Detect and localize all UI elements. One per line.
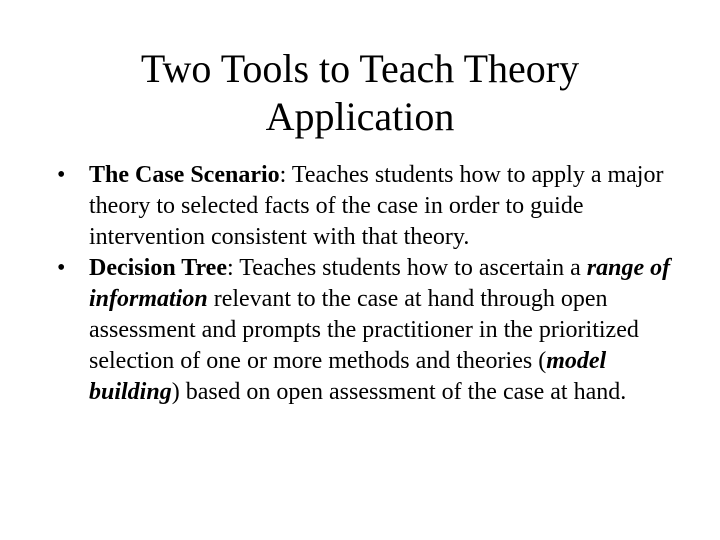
bullet-marker: •: [57, 255, 66, 281]
bullet-marker: •: [57, 162, 66, 188]
bullet-term-case-scenario: The Case Scenario: [89, 162, 280, 188]
bullet-decision-tree: [56, 253, 676, 408]
bullet-separator: :: [279, 162, 287, 188]
bullet-separator: :: [226, 255, 234, 281]
bullet-case-scenario: [56, 160, 676, 253]
slide-title-line-1: Two Tools to Teach Theory: [140, 46, 580, 91]
bullet-term-decision-tree: Decision Tree: [89, 255, 227, 281]
slide-title: [60, 45, 660, 141]
emphasis-range-of-information: range of information: [89, 255, 671, 312]
bullet-text-case-scenario: Teaches students how to apply a major theory to selected facts of the case in order to guide intervention consistent with that theory.: [89, 162, 664, 250]
bullet-text-decision-tree-part-2: relevant to the case at hand through open assessment and prompts the practitioner in the prioritized selection of one or more methods and theories (: [89, 286, 639, 374]
bullet-list: [56, 160, 676, 408]
bullet-text-decision-tree-part-3: ) based on open assessment of the case at hand.: [171, 379, 627, 405]
slide-title-line-2: Application: [265, 94, 455, 139]
bullet-text-decision-tree-part-1: Teaches students how to ascertain a: [233, 255, 587, 281]
emphasis-model-building: model building: [89, 348, 607, 405]
